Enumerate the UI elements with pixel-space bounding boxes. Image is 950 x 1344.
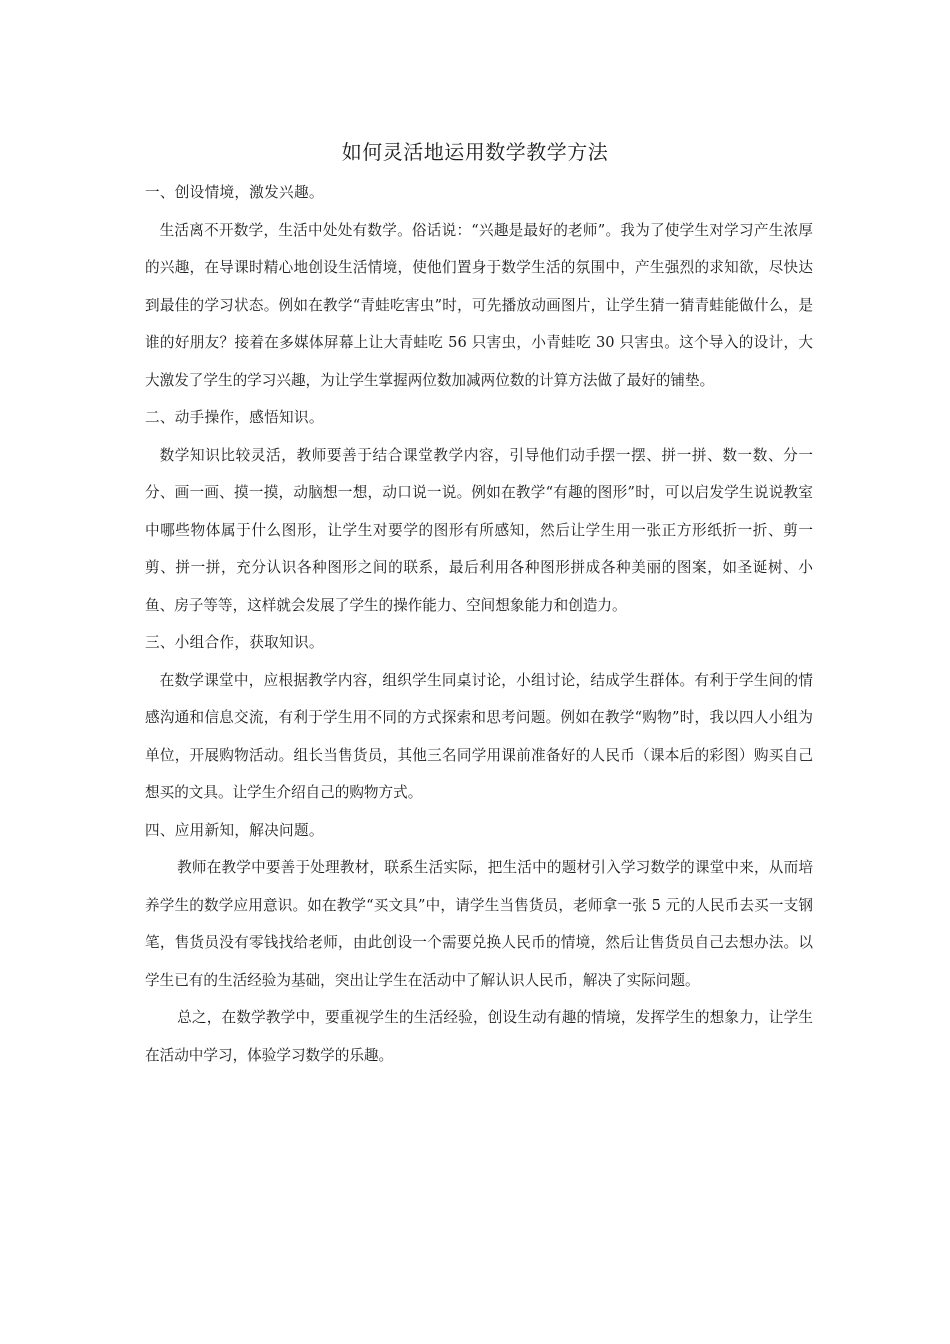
section-heading-1: 一、创设情境，激发兴趣。: [145, 184, 324, 201]
section-paragraph-1: 生活离不开数学，生活中处处有数学。俗话说：“兴趣是最好的老师”。我为了使学生对学习产生浓厚的兴趣，在导课时精心地创设生活情境，使他们置身于数学生活的氛围中，产生强烈的求知欲，尽快达到最佳的学习状态。例如在教学“青蛙吃害虫”时，可先播放动画图片，让学生猜一猜青蛙能做什么，是谁的好朋友？接着在多媒体屏幕上让大青蛙吃 56 只害虫，小青蛙吃 30 只害虫。这个导入的设计，大大激发了学生的学习兴趣，为让学生掌握两位数加减两位数的计算方法做了最好的铺垫。: [145, 221, 813, 389]
section-paragraph-4: 教师在教学中要善于处理教材，联系生活实际，把生活中的题材引入学习数学的课堂中来，从而培养学生的数学应用意识。如在教学“买文具”中，请学生当售货员，老师拿一张 5 元的人民币去买一支钢笔，售货员没有零钱找给老师，由此创设一个需要兑换人民币的情境，然后让售货员自己去想办法。以学生已有的生活经验为基础，突出让学生在活动中了解认识人民币，解决了实际问题。: [145, 859, 813, 989]
section-heading-2: 二、动手操作，感悟知识。: [145, 409, 324, 426]
section-heading-3: 三、小组合作，获取知识。: [145, 634, 324, 651]
section-paragraph-3: 在数学课堂中，应根据教学内容，组织学生同桌讨论，小组讨论，结成学生群体。有利于学生间的情感沟通和信息交流，有利于学生用不同的方式探索和思考问题。例如在教学“购物”时，我以四人小组为单位，开展购物活动。组长当售货员，其他三名同学用课前准备好的人民币（课本后的彩图）购买自己想买的文具。让学生介绍自己的购物方式。: [145, 671, 813, 801]
section-heading-4: 四、应用新知，解决问题。: [145, 821, 324, 839]
document-title: 如何灵活地运用数学教学方法: [341, 140, 609, 164]
section-paragraph-2: 数学知识比较灵活，教师要善于结合课堂教学内容，引导他们动手摆一摆、拼一拼、数一数、分一分、画一画、摸一摸，动脑想一想，动口说一说。例如在教学“有趣的图形”时，可以启发学生说说教室中哪些物体属于什么图形，让学生对要学的图形有所感知，然后让学生用一张正方形纸折一折、剪一剪、拼一拼，充分认识各种图形之间的联系，最后利用各种图形拼成各种美丽的图案，如圣诞树、小鱼、房子等等，这样就会发展了学生的操作能力、空间想象能力和创造力。: [145, 446, 813, 614]
conclusion-paragraph: 总之，在数学教学中，要重视学生的生活经验，创设生动有趣的情境，发挥学生的想象力，让学生在活动中学习，体验学习数学的乐趣。: [145, 1009, 813, 1064]
document-body: [145, 174, 813, 1074]
